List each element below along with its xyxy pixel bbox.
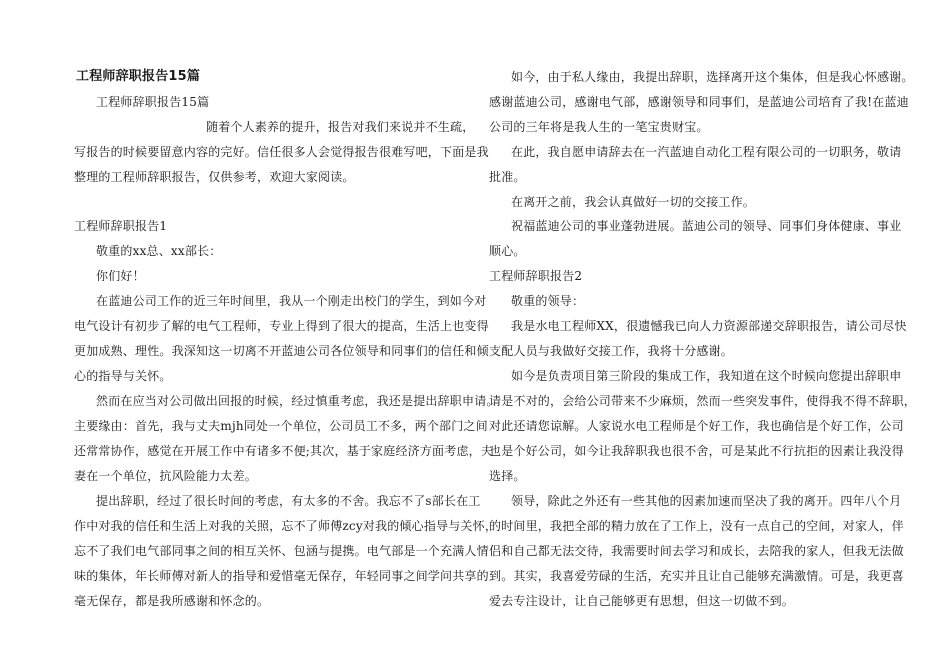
text-line: 味的集体，年长师傅对新人的指导和爱惜毫无保存，年轻同事之间学问共享的 bbox=[74, 569, 489, 583]
section-heading: 工程师辞职报告2 bbox=[489, 269, 583, 283]
subtitle: 工程师辞职报告15篇 bbox=[96, 95, 210, 109]
text-line: 领导，除此之外还有一些其他的因素加速而坚决了我的离开。四年八个月 bbox=[511, 494, 902, 508]
text-line: 敬重的领导： bbox=[511, 294, 585, 308]
text-line: 忘不了我们电气部同事之间的相互关怀、包涵与提携。电气部是一个充满人情 bbox=[74, 544, 489, 558]
text-line: 你们好！ bbox=[96, 269, 145, 283]
text-line: 爱去专注设计，让自己能够更有思想，但这一切做不到。 bbox=[489, 594, 795, 608]
text-line: 在离开之前，我会认真做好一切的交接工作。 bbox=[511, 195, 756, 209]
text-line: 电气设计有初步了解的电气工程师，专业上得到了很大的提高，生活上也变得 bbox=[74, 319, 489, 333]
text-line: 主要缘由：首先，我与丈夫mjh同处一个单位，公司员工不多，两个部门之间 bbox=[74, 419, 488, 433]
text-line: 还常常协作，感觉在开展工作中有诸多不便;其次，基于家庭经济方面考虑，夫 bbox=[74, 444, 494, 458]
text-line: 毫无保存，都是我所感谢和怀念的。 bbox=[74, 594, 270, 608]
text-line: 提出辞职，经过了很长时间的考虑，有太多的不舍。我忘不了s部长在工 bbox=[96, 494, 481, 508]
text-line: 顺心。 bbox=[489, 244, 526, 258]
text-line: 选择。 bbox=[489, 469, 526, 483]
document-title: 工程师辞职报告15篇 bbox=[76, 69, 201, 84]
text-line: 感谢蓝迪公司，感谢电气部，感谢领导和同事们，是蓝迪公司培育了我!在蓝迪 bbox=[489, 95, 909, 109]
text-line: 如今是负责项目第三阶段的集成工作，我知道在这个时候向您提出辞职申 bbox=[511, 369, 902, 383]
text-line: 的时间里，我把全部的精力放在了工作上，没有一点自己的空间，对家人，伴 bbox=[489, 519, 904, 533]
text-line: 在此，我自愿申请辞去在一汽蓝迪自动化工程有限公司的一切职务，敬请 bbox=[511, 145, 902, 159]
text-line: 对此还请您谅解。人家说水电工程师是个好工作，我也确信是个好工作，公司 bbox=[489, 419, 904, 433]
text-line: 心的指导与关怀。 bbox=[74, 369, 172, 383]
text-line: 然而在应当对公司做出回报的时候，经过慎重考虑，我还是提出辞职申请。 bbox=[96, 394, 499, 408]
text-line: 写报告的时候要留意内容的完好。信任很多人会觉得报告很难写吧，下面是我 bbox=[74, 145, 489, 159]
text-line: 更加成熟、理性。我深知这一切离不开蓝迪公司各位领导和同事们的信任和倾 bbox=[74, 344, 489, 358]
text-line: 请是不对的，会给公司带来不少麻烦，然而一些突发事件，使得我不得不辞职， bbox=[489, 394, 917, 408]
text-line: 批准。 bbox=[489, 170, 526, 184]
text-line: 也是个好公司，如今让我辞职我也很不舍，可是某此不行抗拒的因素让我没得 bbox=[489, 444, 904, 458]
text-line: 公司的三年将是我人生的一笔宝贵财宝。 bbox=[489, 120, 709, 134]
text-line: 支配人员与我做好交接工作，我将十分感谢。 bbox=[489, 344, 734, 358]
text-line: 随着个人素养的提升，报告对我们来说并不生疏， bbox=[206, 120, 475, 134]
text-line: 在蓝迪公司工作的近三年时间里，我从一个刚走出校门的学生，到如今对 bbox=[96, 294, 487, 308]
text-line: 到。其实，我喜爱劳碌的生活，充实并且让自己能够充满激情。可是，我更喜 bbox=[489, 569, 904, 583]
text-line: 如今，由于私人缘由，我提出辞职，选择离开这个集体，但是我心怀感谢。 bbox=[511, 70, 914, 84]
text-line: 敬重的xx总、xx部长： bbox=[96, 244, 222, 258]
section-heading: 工程师辞职报告1 bbox=[74, 219, 168, 233]
text-line: 整理的工程师辞职报告，仅供参考，欢迎大家阅读。 bbox=[74, 170, 355, 184]
text-line: 祝福蓝迪公司的事业蓬勃进展。蓝迪公司的领导、同事们身体健康、事业 bbox=[511, 219, 902, 233]
text-line: 我是水电工程师XX，很遗憾我已向人力资源部递交辞职报告，请公司尽快 bbox=[511, 319, 907, 333]
text-line: 侣和自己都无法交待，我需要时间去学习和成长，去陪我的家人，但我无法做 bbox=[489, 544, 904, 558]
text-line: 作中对我的信任和生活上对我的关照，忘不了师傅zcy对我的倾心指导与关怀， bbox=[74, 519, 498, 533]
text-line: 妻在一个单位，抗风险能力太差。 bbox=[74, 469, 258, 483]
